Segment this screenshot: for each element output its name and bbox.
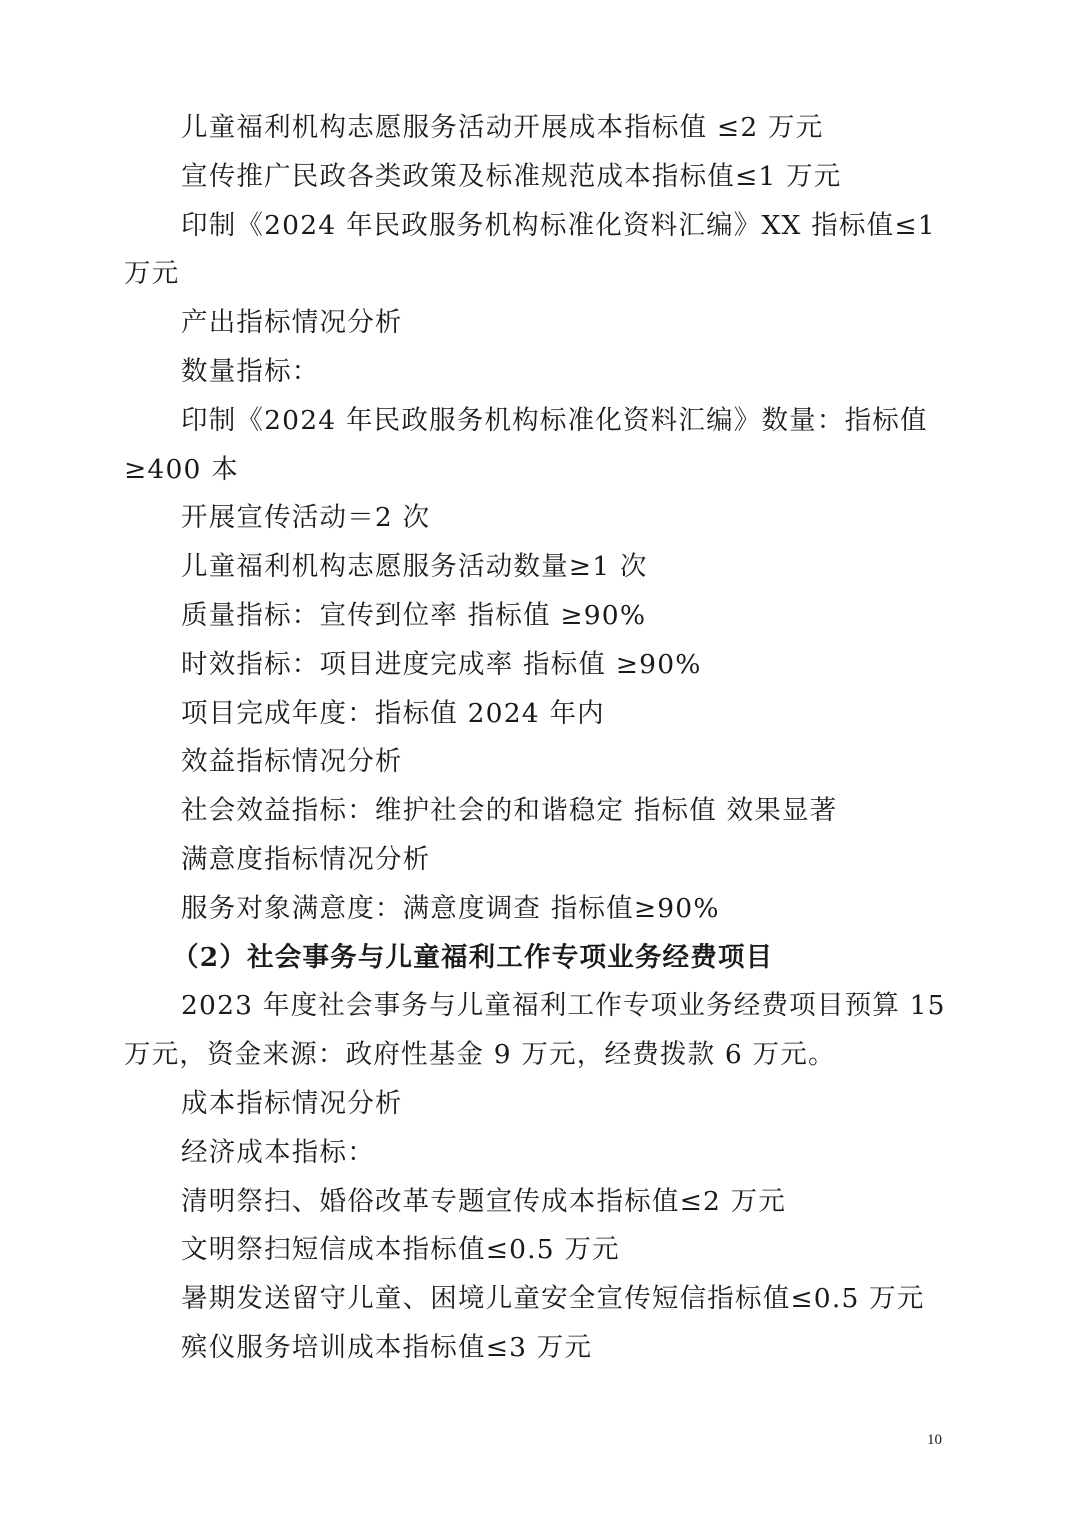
section-heading: 效益指标情况分析 [181, 746, 403, 778]
paragraph-line: 质量指标：宣传到位率 指标值 ≥90% [181, 599, 647, 631]
paragraph-line: 2023 年度社会事务与儿童福利工作专项业务经费项目预算 15 [181, 990, 946, 1022]
paragraph-line: 清明祭扫、婚俗改革专题宣传成本指标值≤2 万元 [181, 1185, 787, 1217]
paragraph-line: 儿童福利机构志愿服务活动开展成本指标值 ≤2 万元 [181, 112, 824, 143]
paragraph-line: 印制《2024 年民政服务机构标准化资料汇编》数量：指标值 [181, 404, 928, 436]
paragraph-line: 宣传推广民政各类政策及标准规范成本指标值≤1 万元 [181, 160, 842, 192]
paragraph-line: 经济成本指标： [181, 1136, 375, 1168]
body-text [124, 104, 946, 1373]
paragraph-line: 社会效益指标：维护社会的和谐稳定 指标值 效果显著 [181, 795, 838, 827]
paragraph-line: 时效指标：项目进度完成率 指标值 ≥90% [181, 648, 702, 680]
paragraph-line: 万元 [124, 258, 180, 290]
paragraph-line: 万元，资金来源：政府性基金 9 万元，经费拨款 6 万元。 [124, 1039, 836, 1071]
paragraph-line: 开展宣传活动＝2 次 [181, 502, 431, 534]
paragraph-line: 印制《2024 年民政服务机构标准化资料汇编》XX 指标值≤1 [181, 209, 936, 241]
paragraph-line: 文明祭扫短信成本指标值≤0.5 万元 [181, 1234, 620, 1266]
paragraph-line: 儿童福利机构志愿服务活动数量≥1 次 [181, 551, 648, 583]
page-number: 10 [927, 1432, 942, 1448]
paragraph-line: 服务对象满意度：满意度调查 指标值≥90% [181, 892, 720, 924]
paragraph-line: 暑期发送留守儿童、困境儿童安全宣传短信指标值≤0.5 万元 [181, 1283, 925, 1315]
paragraph-line: 殡仪服务培训成本指标值≤3 万元 [181, 1331, 593, 1363]
section-heading: 产出指标情况分析 [181, 307, 403, 339]
section-heading: 满意度指标情况分析 [181, 843, 431, 875]
project-heading: （2）社会事务与儿童福利工作专项业务经费项目 [172, 941, 774, 973]
paragraph-line: 数量指标： [181, 355, 320, 387]
section-heading: 成本指标情况分析 [181, 1087, 403, 1119]
paragraph-line: ≥400 本 [124, 453, 239, 485]
paragraph-line: 项目完成年度：指标值 2024 年内 [181, 697, 605, 729]
